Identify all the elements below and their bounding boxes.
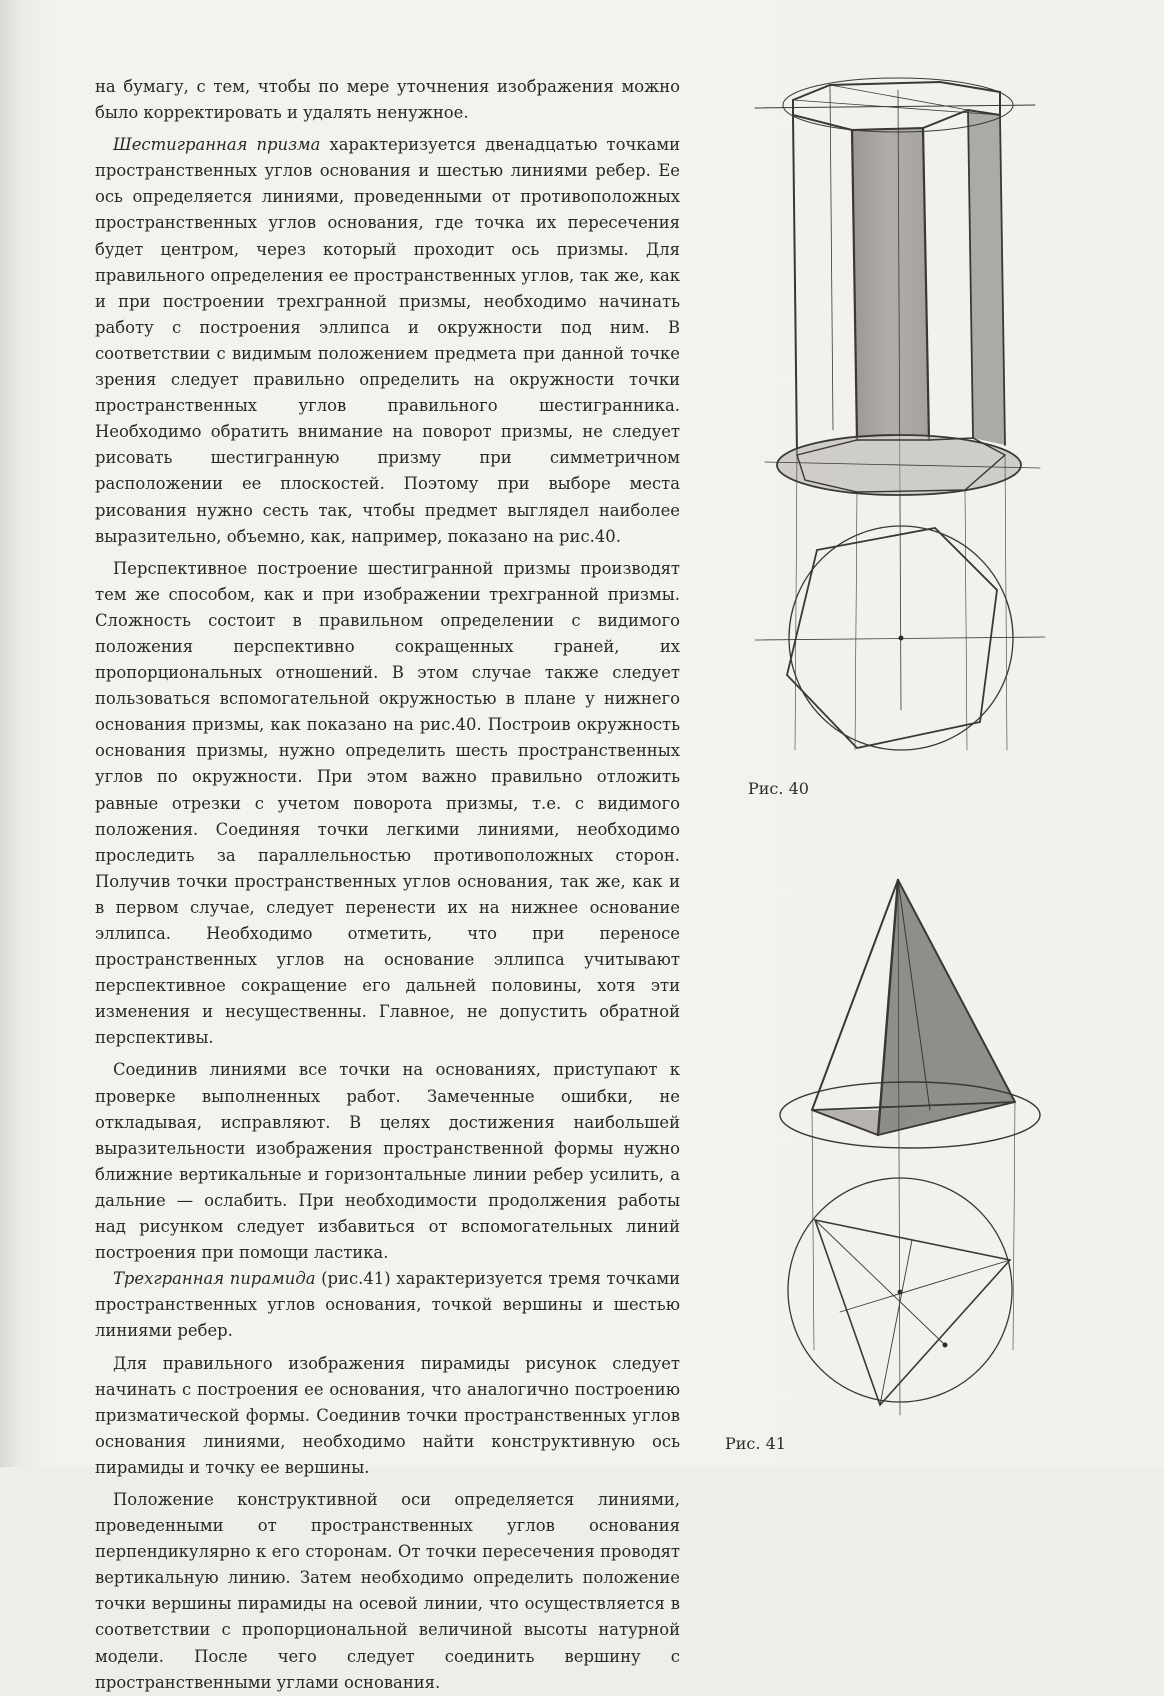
term-hexagonal-prism: Шестигранная призма: [113, 135, 321, 155]
prism-side-face: [968, 110, 1005, 445]
plan-center-point: [899, 636, 904, 641]
pyramid-plan-center: [898, 1290, 903, 1295]
paragraph-2: [95, 132, 680, 550]
prism-shaded-face: [852, 128, 929, 438]
paragraph-6: Для правильного изображения пирамиды рисунок следует начинать с построения ее основания, что аналогично построению призматической формы. Соединив точки пространственных углов основания линиями, необходимо найти конструктивную ось пирамиды и точку ее вершины.: [95, 1353, 680, 1477]
figure-41-triangular-pyramid: [770, 870, 1060, 1430]
paragraph-2-text: характеризуется двенадцатью точками пространственных углов основания и шестью линиями ребер. Ее ось определяется линиями, проведенными от противоположных пространственных углов основания, где точка их пересечения будет центром, через который проходит ось призмы. Для правильного определения ее пространственных углов, так же, как и при построении трехгранной призмы, необходимо начинать работу с построения эллипса и окружности под ним. В соответствии с видимым положением предмета при данной точке зрения следует правильно определить на окружности точки пространственных углов правильного шестигранника. Необходимо обратить внимание на поворот призмы, не следует рисовать шестигранную призму при симметричном расположении ее плоскостей. Поэтому при выборе места рисования нужно сесть так, чтобы предмет выглядел наиболее выразительно, объемно, как, например, показано на рис.40.: [95, 135, 680, 546]
projection-line: [855, 492, 857, 750]
text-column: [95, 74, 680, 1696]
construction-point: [943, 1343, 948, 1348]
plan-median: [815, 1220, 945, 1345]
figure-40-caption: Рис. 40: [748, 779, 809, 798]
paragraph-7: Положение конструктивной оси определяется линиями, проведенными от пространственных углов основания перпендикулярно к его сторонам. От точки пересечения проводят вертикальную линию. Затем необходимо определить положение точки вершины пирамиды на осевой линии, что осуществляется в соответствии с пропорциональной величиной высоты натурной модели. После чего следует соединить вершину с пространственными углами основания.: [95, 1489, 680, 1692]
paragraph-5: [95, 1266, 680, 1344]
paragraph-5-text: (рис.41) характеризуется тремя точками пространственных углов основания, точкой вершины и шестью линиями ребер.: [95, 1269, 680, 1341]
projection-line: [812, 1110, 814, 1350]
projection-line: [965, 490, 967, 750]
term-triangular-pyramid: Трехгранная пирамида: [113, 1269, 316, 1289]
plan-median: [840, 1260, 1010, 1312]
projection-line: [1013, 1102, 1015, 1350]
paragraph-3: Перспективное построение шестигранной призмы производят тем же способом, как и при изображении трехгранной призмы. Сложность состоит в правильном определении с видимого положения перспективно сокращенных граней, их пропорциональных отношений. В этом случае также следует пользоваться вспомогательной окружностью в плане у нижнего основания призмы, как показано на рис.40. Построив окружность основания призмы, нужно определить шесть пространственных углов по окружности. При этом важно правильно отложить равные отрезки с учетом поворота призмы, т.е. с видимого положения. Соединяя точки легкими линиями, необходимо проследить за параллельностью противоположных сторон. Получив точки пространственных углов основания, так же, как и в первом случае, следует перенести их на нижнее основание эллипса. Необходимо отметить, что при переносе пространственных углов на основание эллипса учитывают перспективное сокращение его дальней половины, хотя эти изменения и несущественны. Главное, не допустить обратной перспективы.: [95, 558, 680, 1048]
prism-edge: [793, 115, 797, 455]
pyramid-drawing: [770, 870, 1060, 1430]
paragraph-4: Соединив линиями все точки на основаниях, приступают к проверке выполненных работ. Замеченные ошибки, не откладывая, исправляют. В целях достижения наибольшей выразительности изображения пространственной формы нужно ближние вертикальные и горизонтальные линии ребер усилить, а дальние — ослабить. При необходимости продолжения работы над рисунком следует избавиться от вспомогательных линий построения при помощи ластика.: [95, 1060, 680, 1263]
figure-41-caption: Рис. 41: [725, 1434, 786, 1453]
paragraph-1: на бумагу, с тем, чтобы по мере уточнения изображения можно было корректировать и удалять ненужное.: [95, 77, 680, 123]
plan-median: [880, 1240, 912, 1405]
construction-line: [830, 85, 833, 430]
hexagonal-prism-drawing: [735, 60, 1065, 780]
figure-40-hexagonal-prism: [735, 60, 1065, 780]
